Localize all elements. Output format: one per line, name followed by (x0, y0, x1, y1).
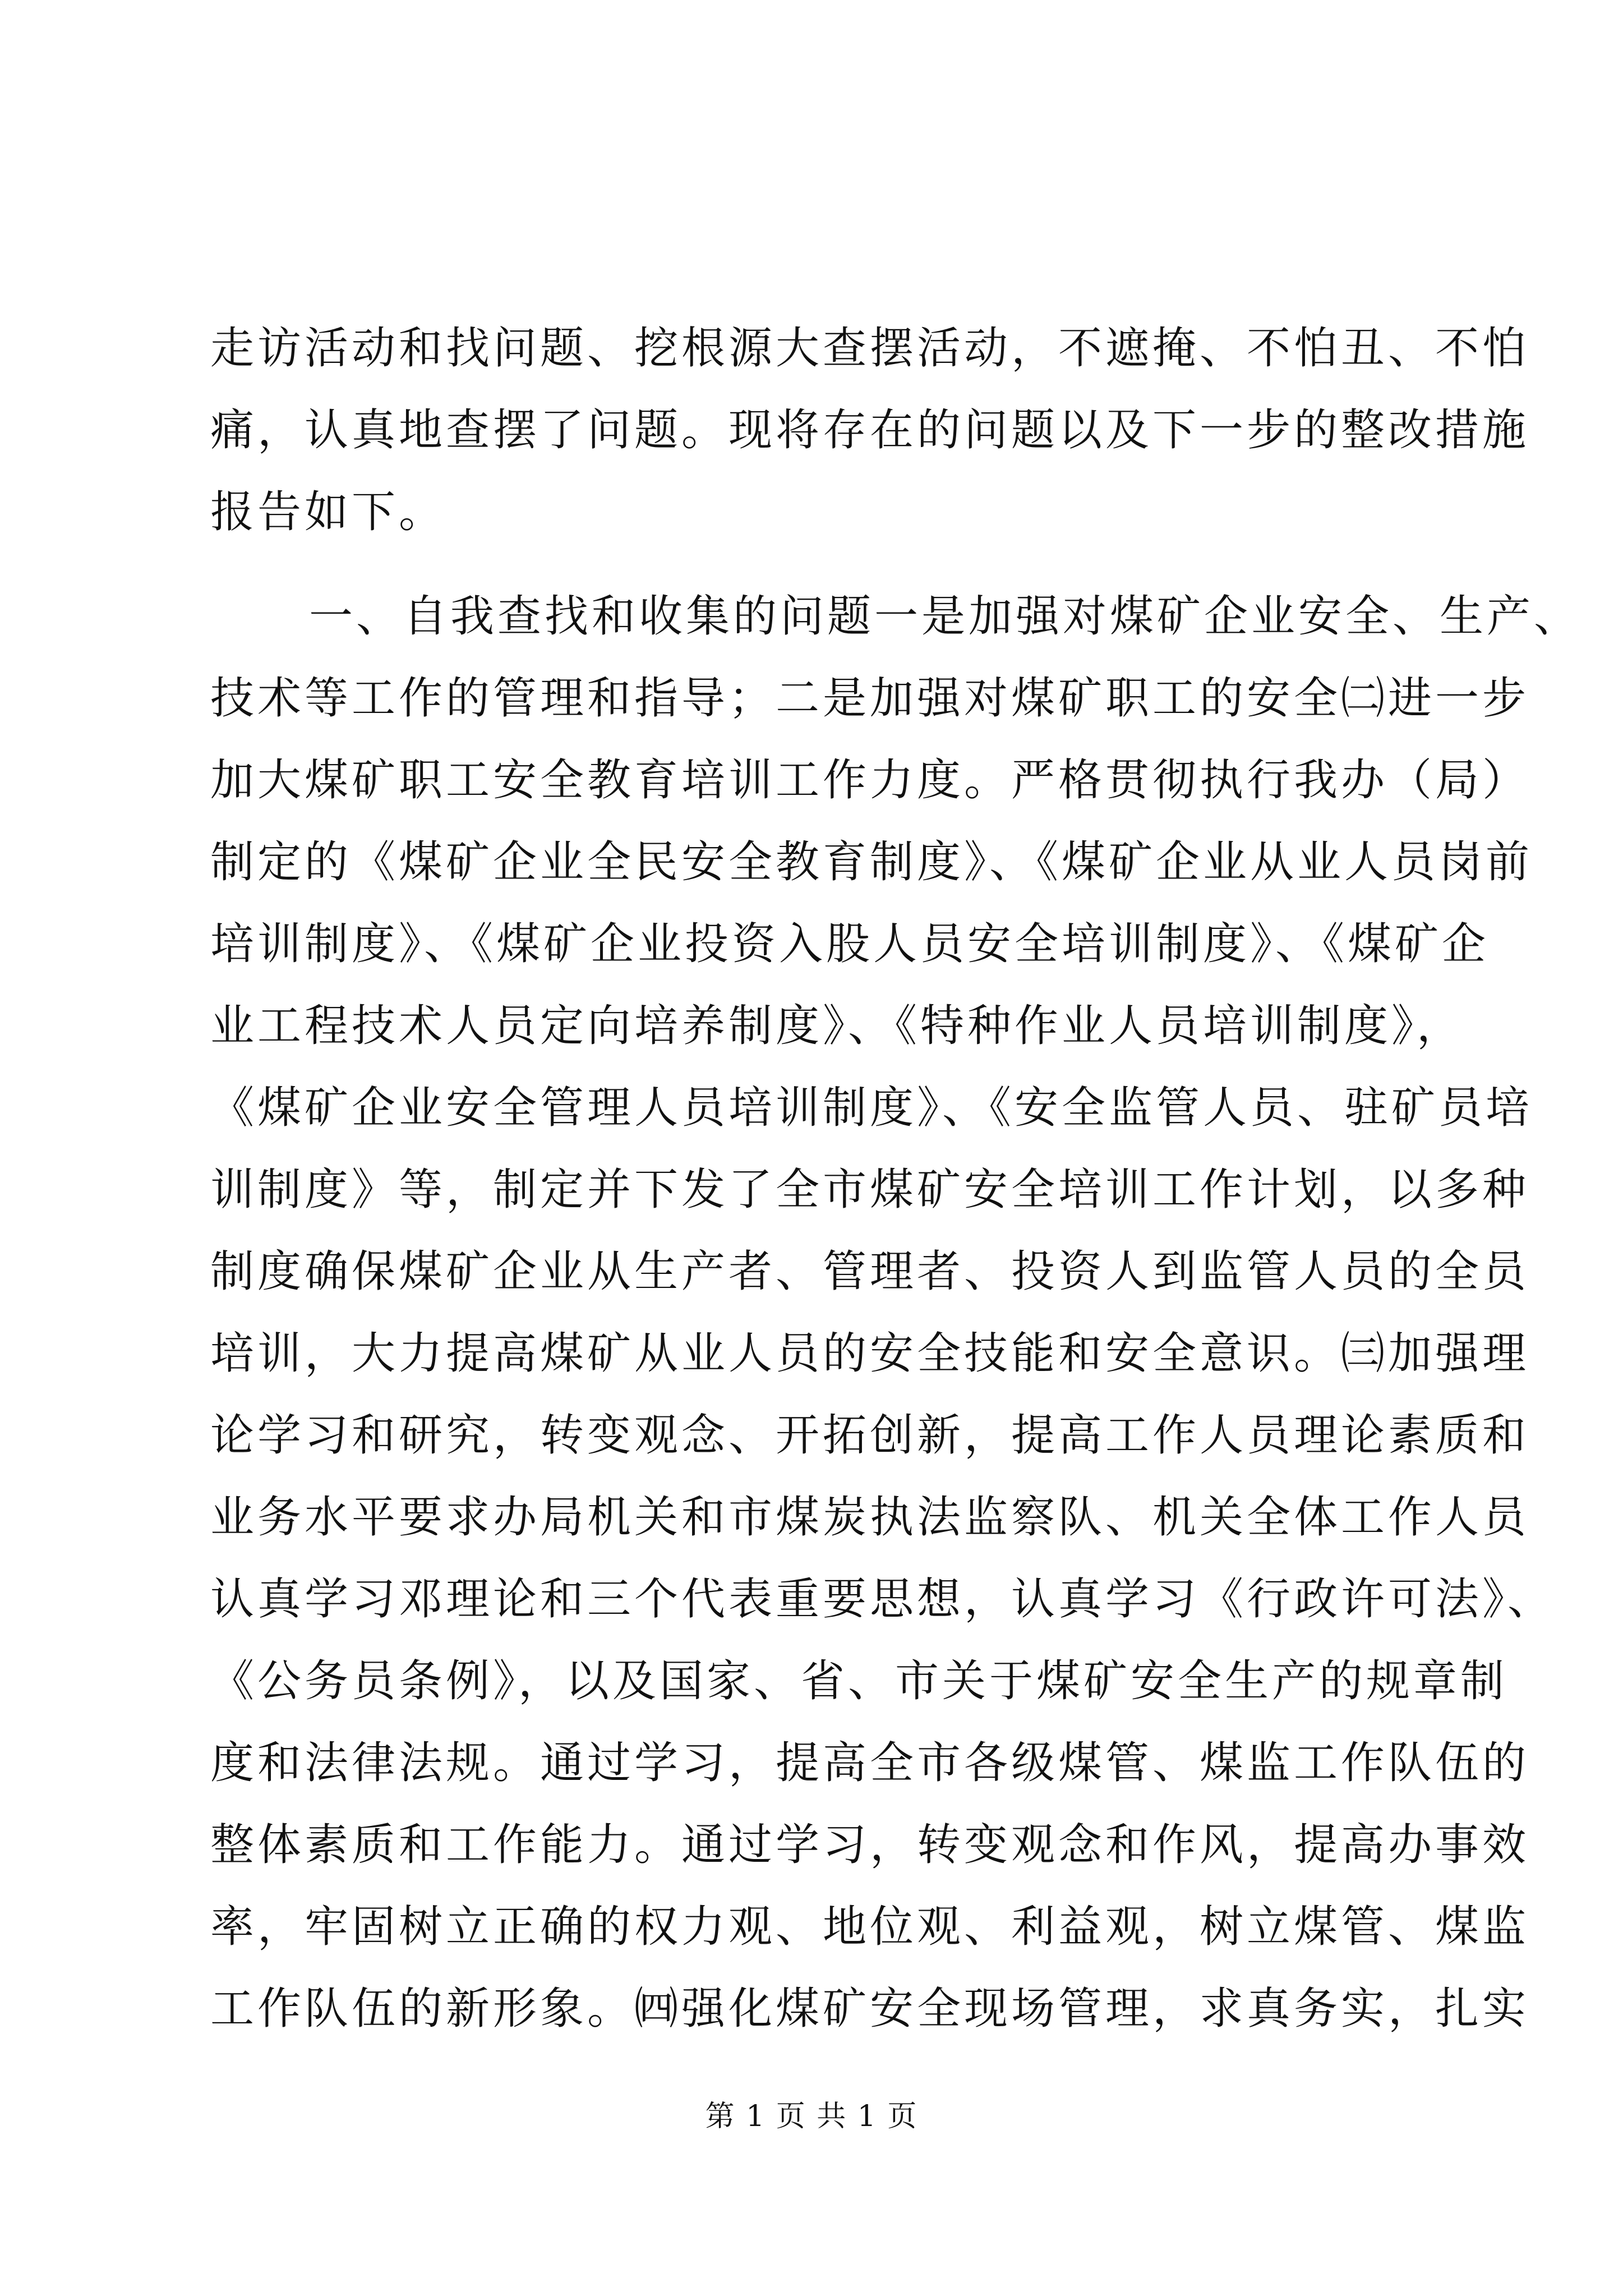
paragraph-1-line-3: 报告如下。 (210, 487, 446, 537)
paragraph-2-line-4: 制定的《煤矿企业全民安全教育制度》、《煤矿企业从业人员岗前 (210, 837, 1533, 887)
paragraph-1-line-1: 走访活动和找问题、挖根源大查摆活动，不遮掩、不怕丑、不怕 (210, 323, 1530, 374)
paragraph-2-line-13: 认真学习邓理论和三个代表重要思想，认真学习《行政许可法》、 (210, 1574, 1555, 1625)
paragraph-2-line-10: 培训，大力提高煤矿从业人员的安全技能和安全意识。㈢加强理 (210, 1328, 1530, 1379)
paragraph-2-line-14: 《公务员条例》，以及国家、省、市关于煤矿安全生产的规章制 (210, 1656, 1508, 1706)
paragraph-2-line-7: 《煤矿企业安全管理人员培训制度》、《安全监管人员、驻矿员培 (210, 1083, 1533, 1133)
paragraph-2-line-3: 加大煤矿职工安全教育培训工作力度。严格贯彻执行我办（局） (210, 755, 1530, 806)
page-number-footer: 第 1 页 共 1 页 (705, 2100, 918, 2133)
paragraph-2-line-11: 论学习和研究，转变观念、开拓创新，提高工作人员理论素质和 (210, 1410, 1530, 1461)
document-body (210, 307, 1581, 2050)
paragraph-2-line-8: 训制度》等，制定并下发了全市煤矿安全培训工作计划，以多种 (210, 1165, 1530, 1215)
paragraph-1-line-2: 痛，认真地查摆了问题。现将存在的问题以及下一步的整改措施 (210, 405, 1530, 455)
paragraph-2-line-16: 整体素质和工作能力。通过学习，转变观念和作风，提高办事效 (210, 1820, 1530, 1870)
paragraph-2-line-6: 业工程技术人员定向培养制度》、《特种作业人员培训制度》， (210, 1001, 1464, 1051)
paragraph-2-line-9: 制度确保煤矿企业从生产者、管理者、投资人到监管人员的全员 (210, 1246, 1530, 1297)
paragraph-2-line-2: 技术等工作的管理和指导；二是加强对煤矿职工的安全㈡进一步 (210, 673, 1530, 724)
paragraph-2-line-5: 培训制度》、《煤矿企业投资入股人员安全培训制度》、《煤矿企 (210, 919, 1490, 969)
paragraph-2-line-17: 率，牢固树立正确的权力观、地位观、利益观，树立煤管、煤监 (210, 1902, 1530, 1952)
paragraph-2-line-1: 一、自我查找和收集的问题一是加强对煤矿企业安全、生产、 (309, 591, 1581, 642)
paragraph-2-line-12: 业务水平要求办局机关和市煤炭执法监察队、机关全体工作人员 (210, 1492, 1530, 1543)
paragraph-2-line-15: 度和法律法规。通过学习，提高全市各级煤管、煤监工作队伍的 (210, 1738, 1530, 1788)
paragraph-2-line-18: 工作队伍的新形象。㈣强化煤矿安全现场管理，求真务实，扎实 (210, 1984, 1530, 2034)
